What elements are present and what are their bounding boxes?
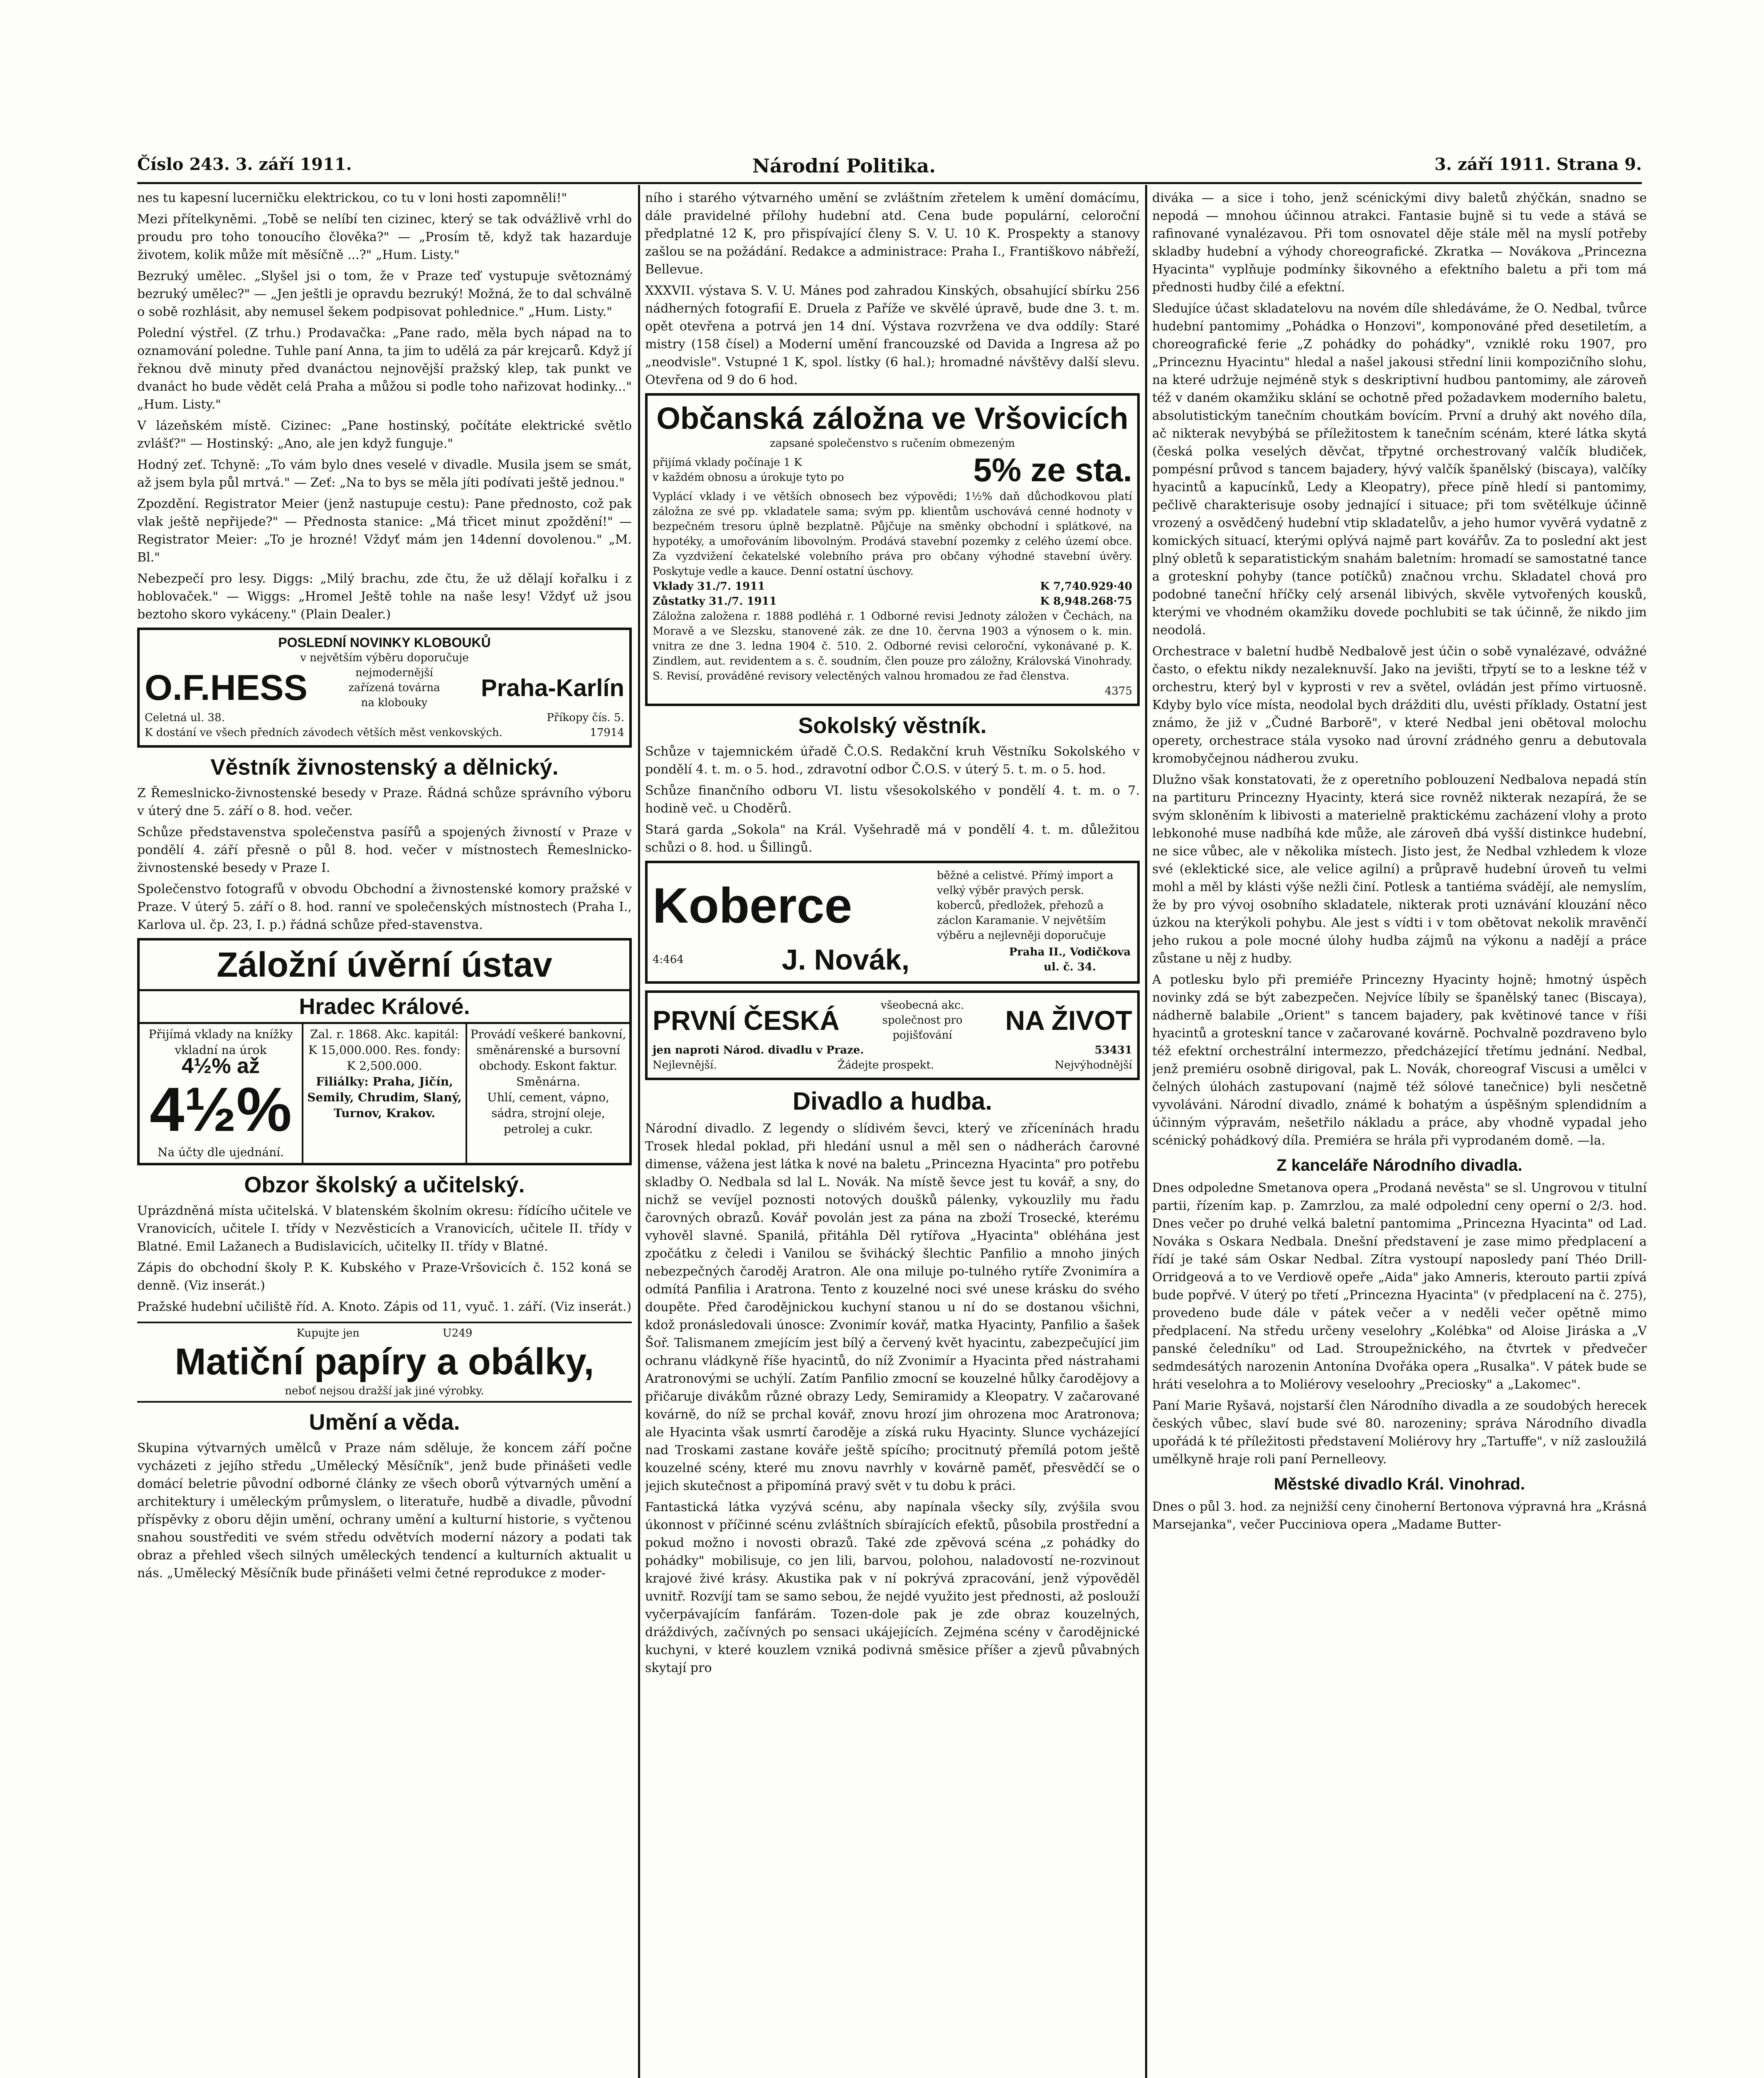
section-heading-trades: Věstník živnostenský a dělnický. <box>210 755 559 780</box>
section-heading-theatre: Divadlo a hudba. <box>792 1087 993 1115</box>
joke-paragraph: Nebezpečí pro lesy. Diggs: „Milý brachu, zde čtu, že už dělají kořalku i z hoblovaček." — Wiggs: „Hromel Ještě tohle na naše lesy! Vždyť už jsou beztoho skoro vykáceny." (Plain Dealer.) <box>137 571 632 622</box>
insurance-ad-left: PRVNÍ ČESKÁ <box>653 1005 840 1036</box>
joke-paragraph: Polední výstřel. (Z trhu.) Prodavačka: „Pane rado, měla bych nápad na to oznamování poledne. Tuhle paní Anna, ta jim to udělá za pár krejcarů. Když jí řeknou dvě minuty před dvanáctou nejnovější pražský klep, tak punkt ve dvanáct ho bude vědět celá Praha a můžou si podle toho nařizovat hodinky..." „Hum. Listy." <box>137 326 632 412</box>
trades-paragraph: Schůze představenstva společenstva pasířů a spojených živností v Praze v pondělí 4. září přesně o půl 8. hod. večer v místnostech Řemeslnicko-živnostenské besedy v Praze I. <box>137 825 632 875</box>
trades-paragraph: Z Řemeslnicko-živnostenské besedy v Praze. Řádná schůze správního výboru v úterý dne 5. září o 8. hod. večer. <box>137 786 632 818</box>
page-header <box>137 155 1642 180</box>
bank-rate-big: 4½% <box>150 1074 292 1144</box>
bank-deposits-note: Na účty dle ujednání. <box>158 1145 284 1159</box>
theatre-paragraph: A potlesku bylo při premiéře Princezny Hyacinty hojně; hmotný úspěch novinky zdá se být zabezpečen. Nejvíce líbily se španělský tanec (Biscaya), nádherně balabile „Orient" s tancem bajadery, pak květinové tance v říši hyacintů a groteskní tance v začarované kovárně. Pochvalně pozdraveno bylo též efektní orchestrální intermezzo, předcházející třetímu jednání. Nedbal, jenž premiéru osobně dirigoval, pak L. Novák, choreograf Viscusi a umělci v čelných úlohách zastupovaní (najmě též sólové tanečnice) byli nesčetně vyvoláváni. Národní divadlo, známé k bohatým a úspěšným splendidním a účinným výpravám, nešetřilo nákladu a práce, aby vhodně vypadal jeho scénický pohádkový díla. Premiéra se hrála při vyprodaném domě. —la. <box>1152 973 1647 1148</box>
savings-bank-balance-label: Zůstatky 31./7. 1911 <box>653 595 777 608</box>
paper-advertisement <box>137 1322 632 1403</box>
national-theatre-paragraph: Dnes odpoledne Smetanova opera „Prodaná nevěsta" se sl. Ungrovou v titulní partii, řízením kap. p. Zamrzlou, za malé odpolední ceny operní o 2/3. hod. Dnes večer po druhé velká baletní pantomima „Princezna Hyacinta" od Lad. Nováka s Oskara Nedbala. Dnešní představení je zase mimo předplacení a řídí je také sám Oskar Nedbal. Zítra vystoupí naposledy paní Théo Drill-Orridgeová a to ve Verdiově opeře „Aida" jako Amneris, kterouto partii zpívá bude popřvé. V úterý po třetí „Princezna Hyacinta" (v předplacení na č. 275), provedeno bude dále v pátek večer a v neděli večer opětně mimo předplacení. Na středu určeny veselohry „Kolébka" od Aloise Jiráska a „V panské čeledníku" od Lad. Stroupežnického, na čtvrtek v předvečer sedmdesátých narozenin Antonína Dvořáka opera „Rusalka". V pátek bude se hráti veselohra a to Moliérovy veseloohry „Preciosky" a „Lakomec". <box>1152 1181 1647 1392</box>
bank-services-text: Provádí veškeré bankovní, směnárenské a bursovní obchody. Eskont faktur. Směnárna. <box>470 1027 626 1088</box>
bank-goods-text: Uhlí, cement, vápno, sádra, strojní oleje, petrolej a cukr. <box>487 1091 610 1136</box>
carpet-ad-address: Praha II., Vodičkova ul. č. 34. <box>1009 946 1131 973</box>
savings-bank-ad-number: 4375 <box>1104 685 1132 697</box>
joke-paragraph: nes tu kapesní lucerničku elektrickou, co tu v loni hosti zapomněli!" <box>137 191 567 205</box>
joke-paragraph: Hodný zeť. Tchyně: „To vám bylo dnes veselé v divadle. Musila jsem se smát, až jsem byla půl mrtvá." — Zeť: „Na to bys se měla jíti podívati ještě jednou." <box>137 458 632 490</box>
theatre-paragraph: Národní divadlo. Z legendy o slídivém ševci, který ve zřícenínách hradu Trosek hledal poklad, při hledání usnul a měl sen o nádherách čarovné dimense, vážena jest látka k nové na baletu „Princezna Hyacinta" pro potřebu skladby O. Nedbala sd lal L. Novák. Na místě ševce jest tu kovář, a sny, do nichž se vevíjel poznosti notových doušků pálenky, vykouzlily mu řadu čarovných obrazů. Kovář povolán jest za pána na zboží Trosecké, kterému vyhověl slavné. Spanilá, přitáhla Děl rytířova „Hyacinta" obléhána jest zpočátku z čeledi i Vanilou se švihácký šlechtic Panfilio a mnoho jiných nebezpečných čaroděj Aratron. Ale ona miluje po-tulného rytíře Zvonimíra a odmítá Panfilia i Aratrona. Tento z kouzelné noci své unese krásku do svého doupěte. Před čarodějnickou kuchyní stanou u ní do se dostanou všichni, kdož pronásledovali únosce: Zvonimír kovář, matka Hyacinty, Panfilio a šašek Šoř. Talismanem zmejícím jest bílý a červený květ hyacintu, zabezpečující jim ochranu vládkyně říše hyacintů, do níž Zvonimír a Hyacinta před nástrahami Aratronovými se uchýlí. Zatím Panfilio zmocní se kouzelné hůlky čarodějovy a přičaruje divákům různé obrazy Ledy, Semiramidy a Kleopatry. V začarované kovárně, do níž se prchal kovář, znovu hrozí jim ohrozena moc Aratronova; ale Hyacinta však usmrtí čaroděje a získá ruku Hyacinty. Slunce vycházející nad Troskami zastane kováře ještě spícího; procitnutý přemílá potom ještě kouzelné scény, které mu znovu navrhly v kovárně paměť, přesvědčí se o jejich skutečnost a připomíná pravý svět v tu dobu k práci. <box>645 1121 1140 1493</box>
hess-footer: K dostání ve všech předních závodech větších měst venkovských. <box>145 726 503 739</box>
joke-paragraph: V lázeňském místě. Cizinec: „Pane hostinský, počítáte elektrické světlo zvlášť?" — Hostinský: „Ano, ale jen když funguje." <box>137 419 632 451</box>
bank-deposits-text: Přijímá vklady na knížky vkladní na úrok <box>148 1027 293 1057</box>
savings-bank-advertisement <box>645 393 1140 706</box>
paper-ad-title: Matiční papíry a obálky, <box>175 1341 594 1383</box>
arts-paragraph: Skupina výtvarných umělců v Praze nám sděluje, že koncem září počne vycházeti z jejího středu „Umělecký Měsíčník", jenž bude přinášeti vedle domácí beletrie původní odborné články ze všech oborů výtvarných umění a architektury i uměleckým průmyslem, o literatuře, hudbě a divadle, původní příspěvky z oboru dějin umění, ochrany umění a kulturní historie, s vyčtenou snahou soustřediti ve svém středu odvětvích moderní názory a podati tak obraz a přehled všech silných uměleckých tendencí a kulturních aktualit u nás. „Umělecký Měsíčník bude přinášeti velmi četné reprodukce z moder- <box>137 1441 632 1581</box>
bank-title: Záložní úvěrní ústav <box>217 945 552 984</box>
hess-headline: POSLEDNÍ NOVINKY KLOBOUKŮ <box>278 635 491 650</box>
carpet-advertisement <box>645 861 1140 984</box>
carpet-ad-title: Koberce <box>653 878 852 933</box>
school-paragraph: Zápis do obchodní školy P. K. Kubského v Praze-Vršovicích č. 152 koná se denně. (Viz inserát.) <box>137 1261 632 1293</box>
insurance-ad-middle: všeobecná akc. společnost pro pojišťování <box>881 999 964 1041</box>
theatre-paragraph: Orchestrace v baletní hudbě Nedbalově jest účin o sobě vynalézavé, odvážné často, o efektu nikdy nezaleknuvší. Jako na jevišti, třpytí se to a leskne též v orchestru, který byl v kyprosti v rev a světel, ovládán jest přímo virtuosně. Kdyby bylo více místa, neodolal bych drážditi dlu, uvésti příklady. Ostatní jest známo, že již v „Čudné Barborě", v které Nedbal jeni obětoval molochu operety, orchestrace stála vysoko nad úrovní zrádného genru a debutovala kromobyčejnou nádherou zvuku. <box>1152 644 1647 766</box>
column-rule-2 <box>1145 185 1147 2078</box>
vinohrady-theatre-paragraph: Dnes o půl 3. hod. za nejnižší ceny činoherní Bertonova výpravná hra „Krásná Marsejanka", večer Pucciniova opera „Madame Butter- <box>1152 1499 1647 1532</box>
bank-rate: 4½% až <box>182 1054 260 1078</box>
bank-deposits-cell <box>140 1024 303 1163</box>
savings-bank-title: Občanská záložna ve Vršovicích <box>656 401 1128 436</box>
paper-ad-kicker: Kupujte jen <box>296 1327 360 1339</box>
savings-bank-deposits-label: Vklady 31./7. 1911 <box>653 580 765 593</box>
masthead-title: Národní Politika. <box>752 155 936 177</box>
school-paragraph: Pražské hudební učiliště říd. A. Knoto. Zápis od 11, vyuč. 1. září. (Viz inserát.) <box>137 1300 632 1314</box>
theatre-paragraph: diváka — a sice i toho, jenž scénickými divy baletů zhýčkán, snadno se nepodá — mnohou účinnou atrakci. Fantasie bujně si tu vede a stává se rafinované vynalézavou. Při tom osnovatel děje stále měl na myslí potřeby skladby hudební a výhody choreografické. Zkratka — Novákova „Princezna Hyacinta" vyplňuje podmínky šikovného a efektního baletu a při tom má přednosti hudby čilé a efektní. <box>1152 191 1647 295</box>
bank-city: Hradec Králové. <box>140 989 629 1024</box>
hess-city: Praha-Karlín <box>481 674 624 702</box>
savings-bank-footer: Záložna založena r. 1888 podléhá r. 1 Odborné revisi Jednoty záložen v Čechách, na Moravě a ve Slezsku, stanovené zák. ze dne 10. června 1903 a výnosem o k. min. vnitra ze dne 3. ledna 1904 č. 510. 2. Odborné revisi celoroční, vykonávané p. K. Zindlem, aut. revidentem a s. č. soudním, člen pouze pro záložny, Královská Vinohrady. S. Revisí, prováděné revisory velectěných valnou hromadou ze řad členstva. <box>653 610 1132 682</box>
column-2 <box>645 189 1140 2078</box>
sokol-paragraph: Schůze finančního odboru VI. listu všesokolského v pondělí 4. t. m. o 7. hodině več. u Choděrů. <box>645 783 1140 816</box>
bank-services-cell <box>467 1024 629 1163</box>
savings-bank-rate: 5% ze sta. <box>973 451 1132 488</box>
bank-capital-cell <box>303 1024 467 1163</box>
sokol-paragraph: Stará garda „Sokola" na Král. Vyšehradě má v pondělí 4. t. m. důležitou schůzi o 8. hod. u Šillingů. <box>645 822 1140 855</box>
paper-ad-subline: neboť nejsou dražší jak jiné výrobky. <box>285 1385 484 1397</box>
bank-capital-text: Zal. r. 1868. Akc. kapitál: K 15,000.000. Res. fondy: K 2,500.000. <box>308 1027 461 1073</box>
joke-paragraph: Zpozdění. Registrator Meier (jenž nastupuje cestu): Pane přednosto, což pak vlak ještě nepřijede?" — Přednosta stanice: „Má třicet minut zpoždění!" — Registrator Meier: „To je hrozné! Vždyť mám jen 14denní dovolenou." „M. Bl." <box>137 497 632 565</box>
header-rule <box>137 182 1642 184</box>
carpet-ad-name: J. Novák, <box>781 943 910 976</box>
theatre-paragraph: Sledujíce účast skladatelovu na novém díle shledáváme, že O. Nedbal, tvůrce hudební pantomimy „Pohádka o Honzovi", komponováné před desetiletím, a choreografické ferie „Z pohádky do pohádky", vzniklé roku 1907, pro „Princeznu Hyacintu" hledal a našel jakousi střední linii kompozičního slohu, na které udržuje nejméně styk s deskriptivní hudbou pantomimy, ale zároveň též v daném okamžiku sklání se ochotně před požadavkem moderního baletu, absolutistickým tanečním choutkám bovícím. První a druhý akt nového díla, ač nikterak nevybýbá se příležitostem k tanečním scénám, které látka skytá (česká polka veselých děvčat, třpytné orchestrovaný valčík bludiček, pompésní průvod s tancem bajadery, hývý valčík španělský (biscaya), valčíky hyacintů a kapucínků, Ledy a Kleopatry), přece píně hledí si pantomimy, pečlivě charakterisuje osoby jednající i situace; při tom světélkuje účinně vrozený a osvědčený hudební vtip skladatelův, a jeho humor vyvěrá vydatně z komických situací, kterými oplývá najmě part kovářův. Za to poslední akt jest plný obletů k separatistickým snahám baletním: hromadí se samostatné tance a groteskní pohyby (tance potíčků) značnou vrchu. Skladatel chová pro podobné taneční hříčky celý arsenál libivých, skvěle vytvořených kousků, kterými ve vhodném okamžiku dovede pochlubiti se tak účinně, že nikdo jim neodolá. <box>1152 301 1647 638</box>
hess-hat-advertisement <box>137 628 632 748</box>
sokol-paragraph: Schůze v tajemnickém úřadě Č.O.S. Redakční kruh Věstníku Sokolského v pondělí 4. t. m. o 5. hod., zdravotní odbor Č.O.S. v úterý 5. t. m. o 5. hod. <box>645 744 1140 777</box>
hess-subline: v největším výběru doporučuje <box>300 652 469 664</box>
hess-factory: nejmodernější zařízená továrna na klobouky <box>348 667 440 709</box>
paper-ad-number: U249 <box>442 1327 473 1339</box>
section-heading-vinohrady-theatre: Městské divadlo Král. Vinohrad. <box>1274 1475 1525 1493</box>
insurance-advertisement <box>645 990 1140 1080</box>
hess-ad-number: 17914 <box>590 726 624 739</box>
carpet-ad-text: běžné a celistvé. Přímý import a velký výběr pravých persk. koberců, předložek, přehozů a záclon Karamanie. V největším výběru a nejlevněji doporučuje <box>937 869 1114 942</box>
section-heading-sokol: Sokolský věstník. <box>798 713 987 738</box>
page-number: 3. září 1911. Strana 9. <box>1434 155 1642 174</box>
insurance-ad-right: NA ŽIVOT <box>1005 1005 1132 1036</box>
section-heading-school: Obzor školský a učitelský. <box>244 1172 525 1197</box>
insurance-ad-cheapest: Nejlevnější. <box>653 1059 717 1071</box>
hess-address: Celetná ul. 38. <box>145 712 225 724</box>
bank-advertisement <box>137 938 632 1165</box>
joke-paragraph: Bezruký umělec. „Slyšel jsi o tom, že v Praze teď vystupuje světoznámý bezruký umělec?" — „Jen ještli je opravdu bezruký! Možná, že to dal schválně o sobě rozhlásit, aby nemusel šekem podpisovat pohlednice." „Hum. Listy." <box>137 269 632 319</box>
savings-bank-line-1: přijímá vklady počínaje 1 K <box>653 456 802 469</box>
insurance-ad-subline: jen naproti Národ. divadlu v Praze. <box>653 1044 864 1056</box>
insurance-ad-best: Nejvýhodnější <box>1054 1059 1132 1071</box>
national-theatre-paragraph: Paní Marie Ryšavá, nojstarší člen Národního divadla a ze soudobých herecek českých vůbec, slaví bude své 80. narozeniny; správa Národního divadla upořádá k té příležitosti představení Moliérovy hry „Tartuffe", v níž zasloužilá umělkyně hraje roli paní Pernelleovy. <box>1152 1398 1647 1467</box>
section-heading-national-theatre: Z kanceláře Národního divadla. <box>1276 1156 1523 1174</box>
savings-bank-line-2: v každém obnosu a úrokuje tyto po <box>653 471 844 484</box>
hess-brand: O.F.HESS <box>145 667 308 708</box>
hess-address-2: Příkopy čís. 5. <box>547 712 624 724</box>
column-3 <box>1152 189 1647 2078</box>
bank-branches: Filiálky: Praha, Jičín, Semily, Chrudim, Slaný, Turnov, Krakov. <box>307 1075 462 1120</box>
carpet-ad-number: 4:464 <box>653 953 684 966</box>
joke-paragraph: Mezi přítelkyněmi. „Tobě se nelíbí ten cizinec, který se tak odvážlivě vrhl do proudu pro toho tonoucího člověka?" — „Prosím tě, když tak hazarduje životem, kolik může mít měsíčně ...?" „Hum. Listy." <box>137 212 632 262</box>
column-1 <box>137 189 632 2078</box>
theatre-paragraph: Fantastická látka vyzývá scénu, aby napínala všecky síly, zvýšila svou úkonnost v příčinné scénu zvláštních sbírajících efektů, působila prostřední a pokud možno i novosti obrazů. Také zde zpěvová scéna „z pohádky do pohádky" mobilisuje, co jen lili, barvou, polohou, naladovostí ne-rozvinout krajové živé krásy. Akustika pak v ní pokrývá zpracování, jenž výpověděl uvnitř. Rozvíjí tam se samo sebou, že nejdé využito jest přednosti, až poslouží vyčerpávajícím fanfárám. Tozen-dole pak je zde obraz kouzelných, dráždivých, začívných po sensaci ukájejících. Zejména scény v čarodějnické kuchyni, v které kouzlem vzniká podivná směsice příšer a zjevů půvabných skytají pro <box>645 1500 1140 1675</box>
savings-bank-balance-value: K 8,948.268·75 <box>1040 595 1132 608</box>
school-paragraph: Uprázdněná místa učitelská. V blatenském školním okresu: řídícího učitele ve Vranovicích, učitele I. třídy v Nezvěsticích a Vranovicích, učitele II. třídy v Blatné. Emil Lažanech a Budislavicích, učitelky II. třídy v Blatné. <box>137 1204 632 1254</box>
exhibition-paragraph: XXXVII. výstava S. V. U. Mánes pod zahradou Kinských, obsahující sbírku 256 nádherných fotografií E. Druela z Paříže ve skvělé úpravě, bude dne 3. t. m. opět otevřena a potrvá jen 14 dní. Výstava rozvržena ve dva oddíly: Staré mistry (158 čísel) a Moderní umění francouzské od Davida a Ingresa až po „neodvisle". Vstupné 1 K, spol. lístky (6 hal.); hromadné návštěvy další slevu. Otevřena od 9 do 6 hod. <box>645 283 1140 387</box>
arts-paragraph: ního i starého výtvarného umění se zvláštním zřetelem k umění domácímu, dále pravidelné přílohy hudební atd. Cena bude populární, celoroční předplatné 12 K, pro přispívající členy S. V. U. 10 K. Prospekty a stanovy zašlou se na požádání. Redakce a administrace: Praha I., Františkovo nábřeží, Bellevue. <box>645 191 1140 277</box>
theatre-paragraph: Dlužno však konstatovati, že z operetního poblouzení Nedbalova nepadá stín na partituru Princezny Hyacinty, která sice rovněž nikterak nezapírá, že se svým skloněním k libivosti a materielně praktickému zacházení vlohy a proto lebkonohé muse nadbíhá kde může, ale zároveň dbá vyšší distinkce hudební, ne sice vůbec, ale v několika místech. Jisto jest, že Nedbal vzhledem k vloze své (eklektické sice, ale velice agilní) a průpravě hudební úroveň tu velmi mohl a měl by klásti výše nežli činí. Potlesk a tantiéma svádějí, ale nemyslím, že by pro vývoj osobního skladatele, nikterak proti uznávání klouzání něco úzkou na kterýkoli pohybu. Ale jest s vídti i v tom obětovat nekolik mravěnčí jeho rukou a pole mocné úlohy hudba zájmů na výkonu a nadějí a práce zůstane u něj z hudby. <box>1152 773 1647 966</box>
issue-number: Číslo 243. 3. září 1911. <box>137 155 352 174</box>
trades-paragraph: Společenstvo fotografů v obvodu Obchodní a živnostenské komory pražské v Praze. V úterý 5. září o 8. hod. ranní ve společenských místnostech (Praha I., Karlova ul. čp. 23, I. p.) řádná schůze před-stavenstva. <box>137 882 632 932</box>
section-heading-arts: Umění a věda. <box>309 1410 460 1435</box>
savings-bank-subtitle: zapsané společenstvo s ručením obmezeným <box>770 437 1015 450</box>
insurance-ad-number: 53431 <box>1094 1044 1132 1056</box>
column-rule-1 <box>638 185 640 2078</box>
savings-bank-deposits-value: K 7,740.929·40 <box>1040 580 1132 593</box>
insurance-ad-prospect: Žádejte prospekt. <box>837 1059 934 1071</box>
savings-bank-body: Vyplácí vklady i ve větších obnosech bez výpovědi; 1½% daň důchodkovou platí záložna ze své pp. vkladatele sama; svým pp. klientům uschovává cenné hodnoty v bezpečném tresoru úplně bezplatně. Půjčuje na směnky obchodní i splátkové, na hypotéky, a umořováním libovolným. Prodává stavební pozemky z celého území obce. Za vyzdvižení čekatelské volebního práva pro občany výhodné stavební úvěry. Poskytuje vedle a kauce. Denní ostatní úschovy. <box>653 490 1132 578</box>
